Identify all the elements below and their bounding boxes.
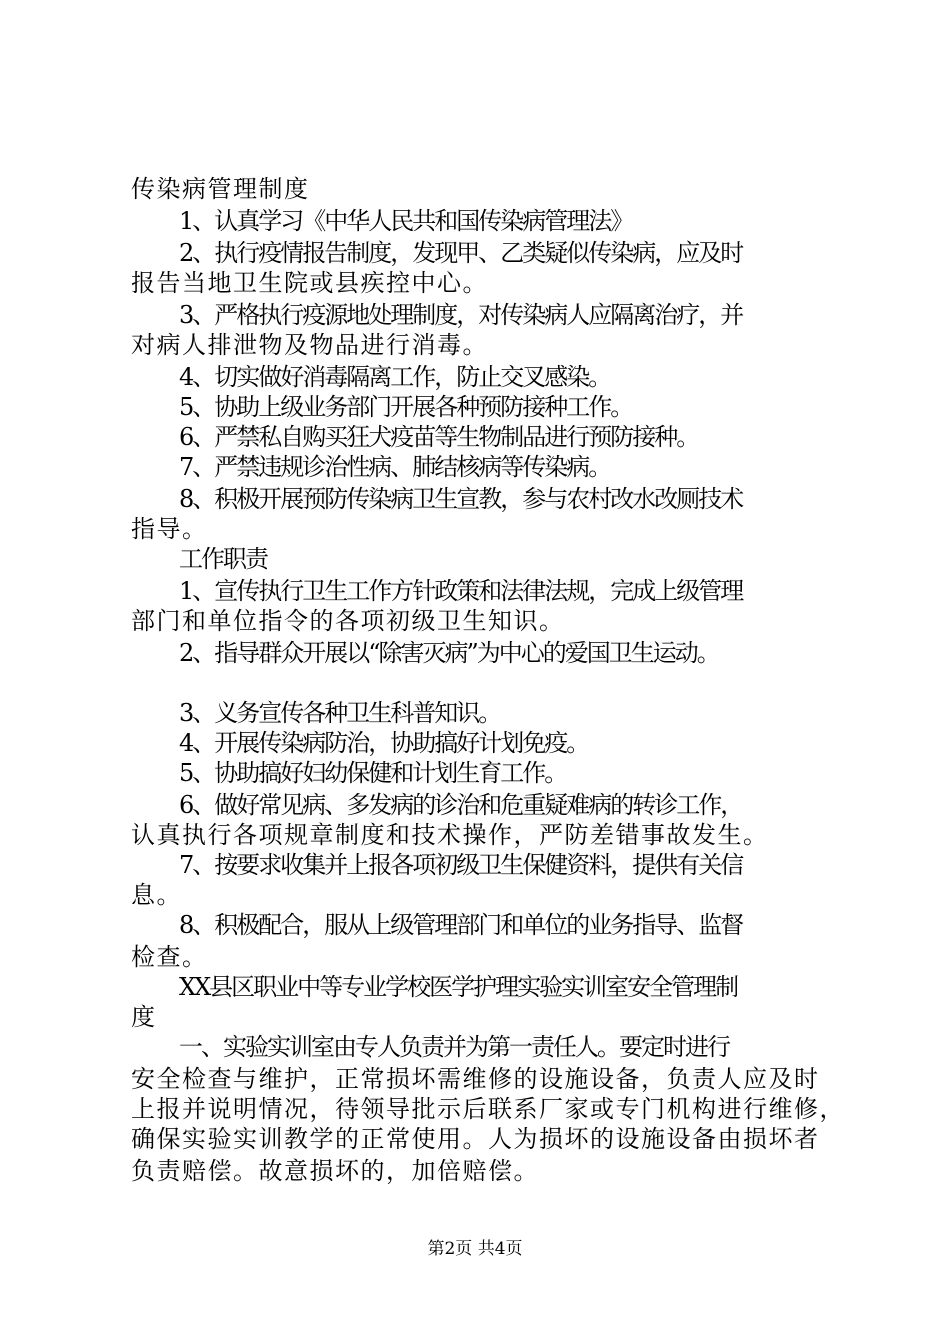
page-number-footer: 第2页 共4页: [427, 1239, 523, 1259]
paragraph-line: 6、做好常见病、多发病的诊治和危重疑难病的转诊工作，: [179, 791, 743, 819]
paragraph-line: 6、严禁私自购买狂犬疫苗等生物制品进行预防接种。: [179, 423, 699, 451]
paragraph-line: 5、协助搞好妇幼保健和计划生育工作。: [179, 759, 567, 787]
paragraph-line: 4、开展传染病防治，协助搞好计划免疫。: [179, 729, 589, 757]
paragraph-line: 8、积极开展预防传染病卫生宣教，参与农村改水改厕技术: [179, 485, 743, 513]
paragraph-line: 7、按要求收集并上报各项初级卫生保健资料，提供有关信: [179, 851, 743, 879]
paragraph-line: 安全检查与维护，正常损坏需维修的设施设备，负责人应及时: [131, 1065, 820, 1093]
paragraph-line: 2、指导群众开展以“除害灭病”为中心的爱国卫生运动。: [179, 639, 719, 667]
paragraph-line: 负责赔偿。故意损坏的，加倍赔偿。: [131, 1157, 539, 1185]
paragraph-line: 检查。: [131, 943, 208, 971]
paragraph-line: 息。: [131, 881, 182, 909]
paragraph-line: 度: [131, 1003, 157, 1031]
paragraph-line: 5、协助上级业务部门开展各种预防接种工作。: [179, 393, 633, 421]
paragraph-line: 1、认真学习《中华人民共和国传染病管理法》: [179, 207, 633, 235]
paragraph-line: 4、切实做好消毒隔离工作，防止交叉感染。: [179, 363, 611, 391]
paragraph-line: 对病人排泄物及物品进行消毒。: [131, 331, 488, 359]
section-title-job-duties: 工作职责: [179, 545, 267, 573]
section-title-infectious-disease: 传染病管理制度: [131, 175, 310, 203]
paragraph-line: 上报并说明情况，待领导批示后联系厂家或专门机构进行维修，: [131, 1095, 845, 1123]
paragraph-line: 8、积极配合，服从上级管理部门和单位的业务指导、监督: [179, 911, 743, 939]
paragraph-line: 认真执行各项规章制度和技术操作，严防差错事故发生。: [131, 821, 769, 849]
paragraph-line: 指导。: [131, 515, 208, 543]
paragraph-line: 3、义务宣传各种卫生科普知识。: [179, 699, 501, 727]
paragraph-line: 报告当地卫生院或县疾控中心。: [131, 269, 488, 297]
paragraph-line: 部门和单位指令的各项初级卫生知识。: [131, 607, 565, 635]
paragraph-line: 3、严格执行疫源地处理制度，对传染病人应隔离治疗，并: [179, 301, 743, 329]
paragraph-line: 一、实验实训室由专人负责并为第一责任人。要定时进行: [179, 1033, 729, 1061]
section-title-lab-safety: XX县区职业中等专业学校医学护理实验实训室安全管理制: [179, 973, 738, 1001]
paragraph-line: 确保实验实训教学的正常使用。人为损坏的设施设备由损坏者: [131, 1125, 820, 1153]
paragraph-line: 7、严禁违规诊治性病、肺结核病等传染病。: [179, 453, 611, 481]
paragraph-line: 2、执行疫情报告制度，发现甲、乙类疑似传染病，应及时: [179, 239, 743, 267]
paragraph-line: 1、宣传执行卫生工作方针政策和法律法规，完成上级管理: [179, 577, 743, 605]
